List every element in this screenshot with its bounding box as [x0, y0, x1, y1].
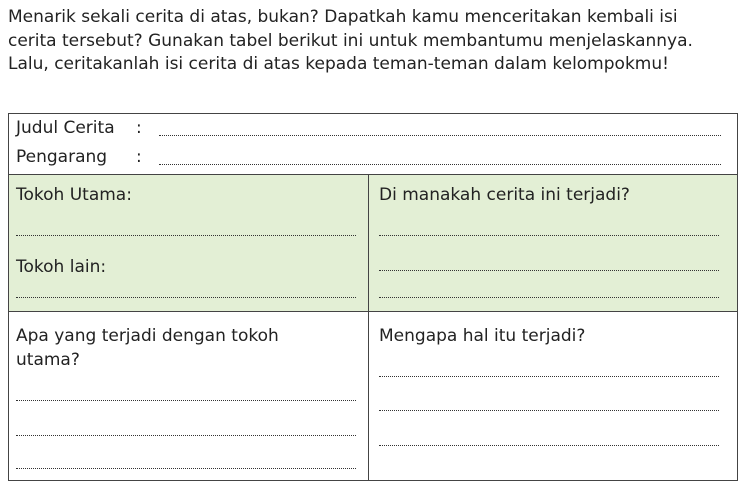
kejadian-question: Apa yang terjadi dengan tokoh utama? — [16, 326, 279, 370]
judul-separator: : — [136, 118, 142, 138]
tokoh-utama-answer-line[interactable] — [16, 235, 356, 236]
alasan-answer-line-3[interactable] — [379, 445, 719, 446]
pengarang-answer-line[interactable] — [159, 164, 721, 165]
tokoh-utama-label: Tokoh Utama: — [16, 185, 132, 205]
instruction-line-1: Menarik sekali cerita di atas, bukan? Dapatkah kamu menceritakan kembali isi — [8, 7, 678, 27]
characters-setting-row — [9, 175, 737, 312]
tokoh-lain-answer-line[interactable] — [16, 297, 356, 298]
instruction-paragraph — [8, 6, 744, 77]
kejadian-answer-line-1[interactable] — [16, 400, 356, 401]
tempat-question: Di manakah cerita ini terjadi? — [379, 185, 630, 205]
tempat-answer-line-1[interactable] — [379, 235, 719, 236]
instruction-line-2: cerita tersebut? Gunakan tabel berikut ini untuk membantumu menjelaskannya. — [8, 30, 693, 51]
story-worksheet-table — [8, 113, 738, 481]
tokoh-lain-label: Tokoh lain: — [16, 257, 107, 277]
judul-cerita-answer-line[interactable] — [159, 135, 721, 136]
kejadian-answer-line-2[interactable] — [16, 435, 356, 436]
instruction-line-3: Lalu, ceritakanlah isi cerita di atas kepada teman-teman dalam kelompokmu! — [8, 54, 669, 74]
column-divider — [368, 175, 369, 480]
pengarang-label: Pengarang — [16, 147, 108, 167]
alasan-answer-line-2[interactable] — [379, 410, 719, 411]
tempat-answer-line-3[interactable] — [379, 297, 719, 298]
judul-cerita-label: Judul Cerita — [16, 118, 115, 138]
alasan-answer-line-1[interactable] — [379, 376, 719, 377]
pengarang-separator: : — [136, 147, 142, 167]
tempat-answer-line-2[interactable] — [379, 270, 719, 271]
alasan-question: Mengapa hal itu terjadi? — [379, 326, 586, 346]
kejadian-answer-line-3[interactable] — [16, 468, 356, 469]
title-author-row — [9, 114, 737, 175]
